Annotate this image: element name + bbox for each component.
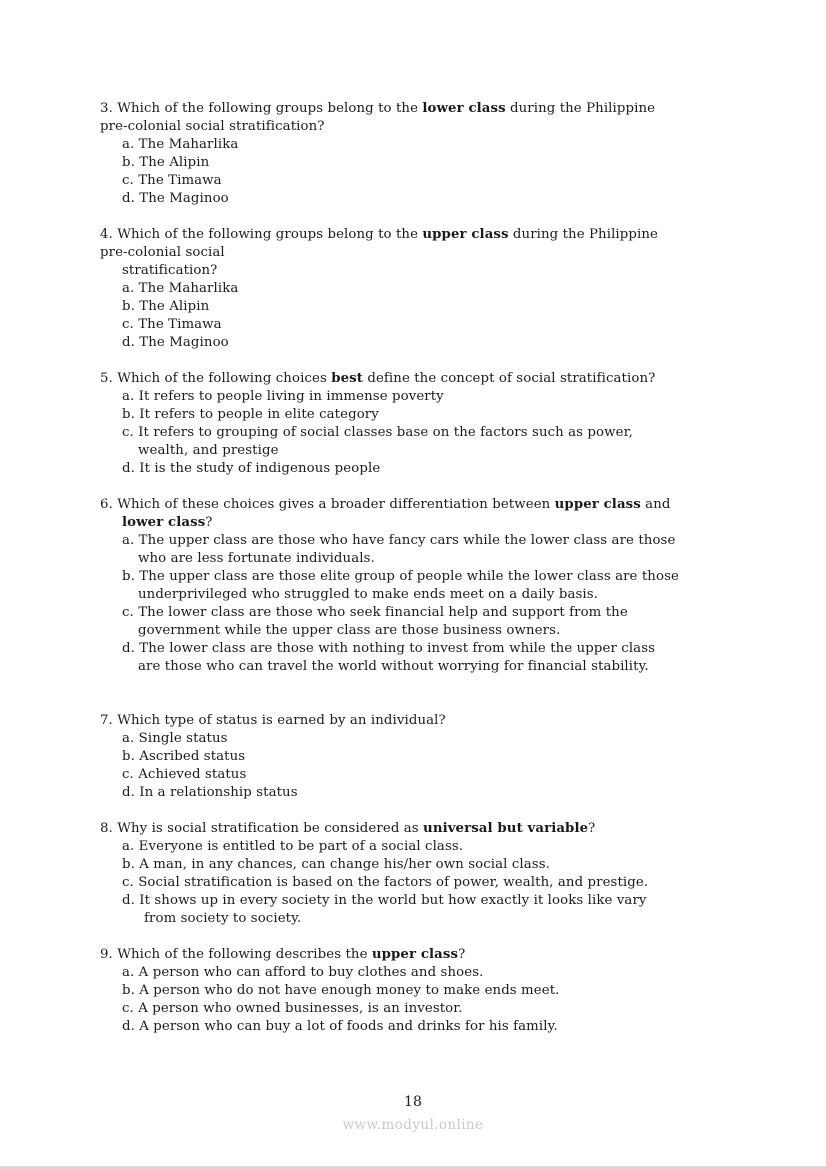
watermark-url: www.modyul.online bbox=[342, 1117, 484, 1133]
text-segment: b. A man, in any chances, can change his/her own social class. bbox=[122, 857, 550, 872]
text-segment: a. The Maharlika bbox=[122, 137, 239, 152]
text-segment: ? bbox=[458, 947, 466, 962]
text-line bbox=[100, 190, 760, 208]
text-segment: 9. Which of the following describes the bbox=[100, 947, 372, 962]
text-segment: define the concept of social stratification? bbox=[363, 371, 656, 386]
text-line bbox=[100, 406, 760, 424]
text-line bbox=[100, 244, 760, 262]
text-line bbox=[100, 658, 760, 676]
text-segment: 3. Which of the following groups belong to the bbox=[100, 101, 423, 116]
text-segment: d. The lower class are those with nothing to invest from while the upper class bbox=[122, 641, 656, 656]
text-segment: wealth, and prestige bbox=[138, 443, 279, 458]
text-line bbox=[100, 514, 760, 532]
emphasized-text: upper class bbox=[554, 497, 641, 512]
text-line bbox=[100, 820, 760, 838]
text-line bbox=[100, 604, 760, 622]
text-line bbox=[100, 784, 760, 802]
text-segment: b. The Alipin bbox=[122, 155, 210, 170]
text-segment: c. The lower class are those who seek financial help and support from the bbox=[122, 605, 628, 620]
question bbox=[100, 370, 760, 478]
text-line bbox=[100, 280, 760, 298]
text-line bbox=[100, 334, 760, 352]
emphasized-text: lower class bbox=[122, 515, 206, 530]
text-segment: d. The Maginoo bbox=[122, 191, 229, 206]
text-segment: d. It shows up in every society in the world but how exactly it looks like vary bbox=[122, 893, 647, 908]
text-segment: c. Achieved status bbox=[122, 767, 247, 782]
text-segment: b. It refers to people in elite category bbox=[122, 407, 379, 422]
text-segment: are those who can travel the world without worrying for financial stability. bbox=[138, 659, 649, 674]
text-line bbox=[100, 550, 760, 568]
text-segment: c. It refers to grouping of social classes base on the factors such as power, bbox=[122, 425, 633, 440]
text-segment: 8. Why is social stratification be considered as bbox=[100, 821, 424, 836]
question bbox=[100, 712, 760, 802]
text-line bbox=[100, 892, 760, 910]
text-line bbox=[100, 838, 760, 856]
text-segment: c. The Timawa bbox=[122, 317, 222, 332]
text-line bbox=[100, 766, 760, 784]
text-line bbox=[100, 748, 760, 766]
text-line bbox=[100, 1000, 760, 1018]
text-line bbox=[100, 370, 760, 388]
text-segment: during the Philippine bbox=[508, 227, 658, 242]
text-line bbox=[100, 442, 760, 460]
text-segment: b. The upper class are those elite group of people while the lower class are those bbox=[122, 569, 679, 584]
text-line bbox=[100, 622, 760, 640]
question bbox=[100, 496, 760, 676]
question bbox=[100, 100, 760, 208]
question bbox=[100, 946, 760, 1036]
text-segment: d. The Maginoo bbox=[122, 335, 229, 350]
text-segment: pre-colonial social stratification? bbox=[100, 119, 325, 134]
text-line bbox=[100, 856, 760, 874]
text-segment: underprivileged who struggled to make ends meet on a daily basis. bbox=[138, 587, 599, 602]
question bbox=[100, 226, 760, 352]
text-line bbox=[100, 154, 760, 172]
text-segment: d. A person who can buy a lot of foods and drinks for his family. bbox=[122, 1019, 558, 1034]
text-segment: a. The Maharlika bbox=[122, 281, 239, 296]
text-segment: government while the upper class are those business owners. bbox=[138, 623, 561, 638]
questions bbox=[100, 100, 760, 1036]
text-segment: b. Ascribed status bbox=[122, 749, 246, 764]
text-segment: b. The Alipin bbox=[122, 299, 210, 314]
text-line bbox=[100, 388, 760, 406]
text-segment: stratification? bbox=[122, 263, 218, 278]
text-line bbox=[100, 316, 760, 334]
text-line bbox=[100, 136, 760, 154]
text-line bbox=[100, 982, 760, 1000]
text-line bbox=[100, 100, 760, 118]
text-segment: ? bbox=[205, 515, 213, 530]
text-line bbox=[100, 460, 760, 478]
text-line bbox=[100, 874, 760, 892]
text-line bbox=[100, 946, 760, 964]
text-segment: d. It is the study of indigenous people bbox=[122, 461, 381, 476]
question bbox=[100, 820, 760, 928]
text-segment: c. Social stratification is based on the factors of power, wealth, and prestige. bbox=[122, 875, 649, 890]
text-segment: 5. Which of the following choices bbox=[100, 371, 332, 386]
text-line bbox=[100, 568, 760, 586]
text-line bbox=[100, 298, 760, 316]
page-number: 18 bbox=[403, 1094, 422, 1110]
text-segment: 6. Which of these choices gives a broader differentiation between bbox=[100, 497, 555, 512]
text-line bbox=[100, 226, 760, 244]
text-segment: a. Single status bbox=[122, 731, 228, 746]
text-segment: a. Everyone is entitled to be part of a social class. bbox=[122, 839, 464, 854]
text-segment: d. In a relationship status bbox=[122, 785, 298, 800]
text-segment: and bbox=[640, 497, 671, 512]
text-segment: during the Philippine bbox=[505, 101, 656, 116]
text-line bbox=[100, 496, 760, 514]
text-line bbox=[100, 730, 760, 748]
text-line bbox=[100, 712, 760, 730]
text-segment: c. The Timawa bbox=[122, 173, 222, 188]
text-line bbox=[100, 910, 760, 928]
text-segment: from society to society. bbox=[144, 911, 302, 926]
text-line bbox=[100, 532, 760, 550]
text-segment: 7. Which type of status is earned by an individual? bbox=[100, 713, 446, 728]
text-line bbox=[100, 1018, 760, 1036]
text-line bbox=[100, 640, 760, 658]
emphasized-text: universal but variable bbox=[423, 821, 589, 836]
text-line bbox=[100, 424, 760, 442]
text-segment: b. A person who do not have enough money to make ends meet. bbox=[122, 983, 560, 998]
emphasized-text: lower class bbox=[422, 101, 506, 116]
text-segment: c. A person who owned businesses, is an investor. bbox=[122, 1001, 463, 1016]
text-segment: pre-colonial social bbox=[100, 245, 225, 260]
text-segment: a. The upper class are those who have fancy cars while the lower class are those bbox=[122, 533, 676, 548]
text-segment: 4. Which of the following groups belong to the bbox=[100, 227, 423, 242]
text-line bbox=[100, 118, 760, 136]
text-segment: who are less fortunate individuals. bbox=[138, 551, 375, 566]
text-segment: a. A person who can afford to buy clothes and shoes. bbox=[122, 965, 484, 980]
text-line bbox=[100, 586, 760, 604]
emphasized-text: best bbox=[331, 371, 363, 386]
text-line bbox=[100, 964, 760, 982]
text-line bbox=[100, 262, 760, 280]
emphasized-text: upper class bbox=[422, 227, 509, 242]
text-segment: a. It refers to people living in immense poverty bbox=[122, 389, 444, 404]
text-line bbox=[100, 172, 760, 190]
emphasized-text: upper class bbox=[371, 947, 459, 962]
text-segment: ? bbox=[588, 821, 596, 836]
